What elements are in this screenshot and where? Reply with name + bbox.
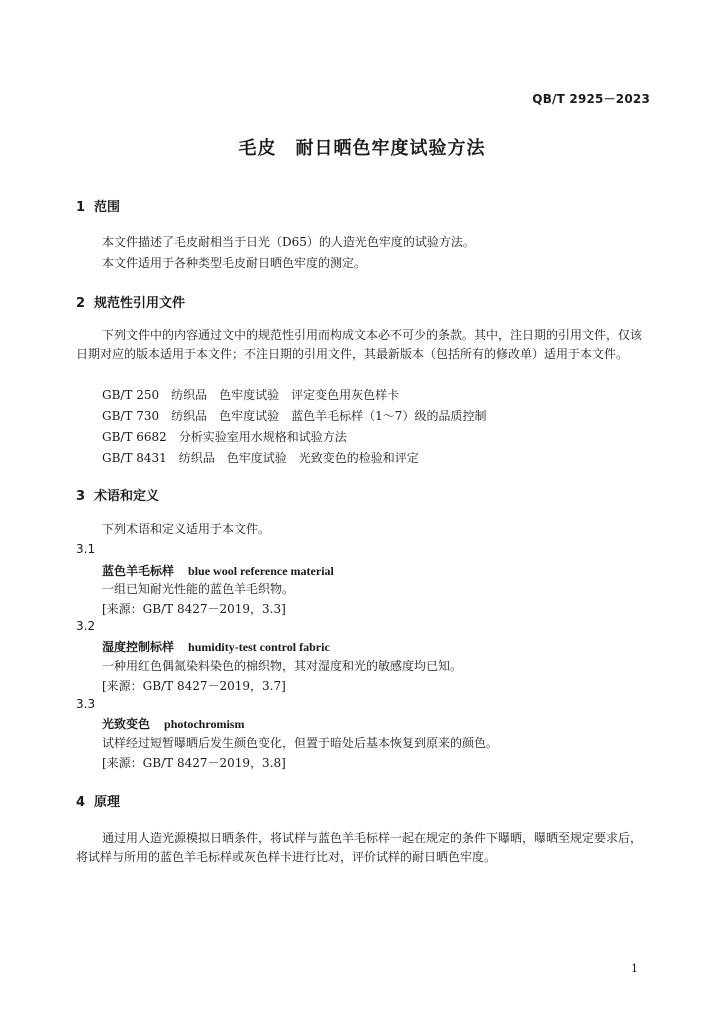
section-number: 3 — [76, 489, 86, 504]
section-title: 术语和定义 — [94, 489, 160, 504]
term-source: [来源：GB/T 8427－2019，3.7] — [102, 679, 286, 693]
term-en: blue wool reference material — [188, 564, 334, 578]
paragraph: 通过用人造光源模拟日晒条件，将试样与蓝色羊毛标样一起在规定的条件下曝晒，曝晒至规定要求后，将试样与所用的蓝色羊毛标样或灰色样卡进行比对，评价试样的耐日晒色牢度。 — [76, 831, 643, 864]
section-title: 范围 — [94, 200, 121, 215]
standard-number: QB/T 2925－2023 — [532, 92, 650, 106]
term-en: photochromism — [164, 717, 245, 731]
term-definition: 试样经过短暂曝晒后发生颜色变化，但置于暗处后基本恢复到原来的颜色。 — [102, 736, 499, 750]
term-heading — [102, 715, 244, 732]
section-2-heading — [76, 292, 185, 311]
paragraph: 下列文件中的内容通过文中的规范性引用而构成文本必不可少的条款。其中，注日期的引用文件，仅该日期对应的版本适用于本文件；不注日期的引用文件，其最新版本（包括所有的修改单）适用于本文件。 — [76, 328, 643, 361]
reference-item: GB/T 730 纺织品 色牢度试验 蓝色羊毛标样（1～7）级的品质控制 — [102, 409, 487, 423]
term-zh: 湿度控制标样 — [102, 640, 175, 654]
paragraph: 本文件描述了毛皮耐相当于日光（D65）的人造光色牢度的试验方法。 — [102, 235, 475, 249]
term-zh: 光致变色 — [102, 717, 151, 731]
reference-item: GB/T 6682 分析实验室用水规格和试验方法 — [102, 430, 347, 444]
document-title: 毛皮 耐日晒色牢度试验方法 — [238, 138, 486, 159]
term-number: 3.1 — [76, 542, 96, 556]
page-number: 1 — [631, 962, 638, 975]
term-definition: 一种用红色偶氮染料染色的棉织物，其对湿度和光的敏感度均已知。 — [102, 659, 463, 673]
section-title: 原理 — [94, 795, 121, 810]
term-source: [来源：GB/T 8427－2019，3.3] — [102, 602, 286, 616]
section-3-heading — [76, 485, 159, 504]
term-zh: 蓝色羊毛标样 — [102, 564, 175, 578]
section-title: 规范性引用文件 — [94, 296, 186, 311]
section-number: 1 — [76, 200, 86, 215]
section-number: 2 — [76, 296, 86, 311]
term-definition: 一组已知耐光性能的蓝色羊毛织物。 — [102, 582, 295, 596]
section-1-heading — [76, 196, 120, 215]
paragraph: 下列术语和定义适用于本文件。 — [102, 522, 271, 536]
term-heading — [102, 638, 330, 655]
paragraph: 本文件适用于各种类型毛皮耐日晒色牢度的测定。 — [102, 256, 367, 270]
section-4-heading — [76, 791, 120, 810]
section-number: 4 — [76, 795, 86, 810]
term-source: [来源：GB/T 8427－2019，3.8] — [102, 756, 286, 770]
term-heading — [102, 562, 334, 579]
reference-item: GB/T 250 纺织品 色牢度试验 评定变色用灰色样卡 — [102, 388, 400, 402]
term-number: 3.2 — [76, 619, 96, 633]
term-number: 3.3 — [76, 697, 96, 711]
reference-item: GB/T 8431 纺织品 色牢度试验 光致变色的检验和评定 — [102, 451, 419, 465]
term-en: humidity-test control fabric — [188, 640, 330, 654]
